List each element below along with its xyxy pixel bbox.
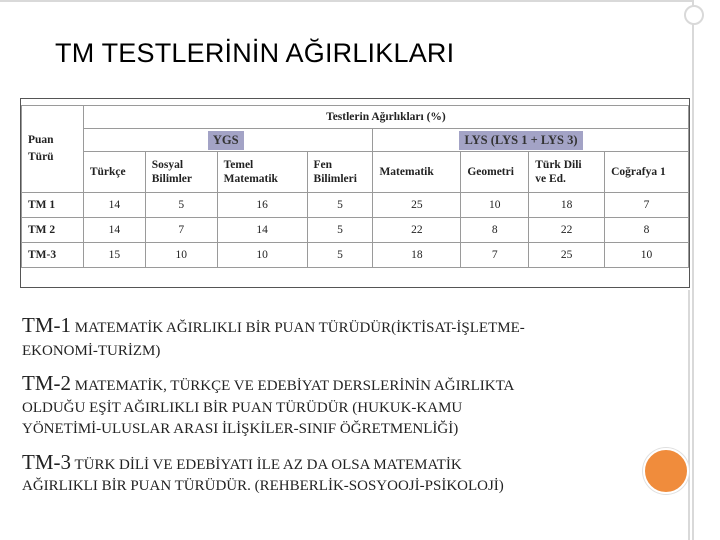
table-cell: 10 (217, 243, 307, 268)
table-cell: 8 (605, 218, 689, 243)
table-cell: 10 (461, 193, 529, 218)
subject-header-text: Sosyal (151, 159, 184, 171)
subject-header-text: Coğrafya 1 (611, 166, 666, 178)
subject-header-text: Temel (223, 159, 254, 171)
tm3-code: TM-3 (22, 450, 71, 474)
subject-header-text: Bilimler (151, 173, 193, 185)
table-cell: 5 (307, 218, 373, 243)
puan-turu-header (22, 106, 84, 193)
table-cell: 8 (461, 218, 529, 243)
slide-frame-top (0, 0, 694, 2)
paragraph-tm1-line-1 (22, 313, 525, 338)
corner-circle-decoration (684, 5, 704, 25)
table-cell: 18 (373, 243, 461, 268)
paragraph-tm1-line-2: EKONOMİ-TURİZM) (22, 343, 161, 359)
row-label: TM-3 (22, 243, 84, 268)
row-label: TM 2 (22, 218, 84, 243)
slide-title: TM TESTLERİNİN AĞIRLIKLARI (55, 38, 455, 68)
subject-header-cografya (605, 152, 689, 193)
subject-header-turk-dili (529, 152, 605, 193)
weights-header-title: Testlerin Ağırlıkları (%) (83, 106, 688, 129)
table-cell: 16 (217, 193, 307, 218)
ygs-group-label: YGS (208, 131, 244, 150)
subject-header-text: Türk Dili (535, 159, 582, 171)
subject-header-text: Matematik (223, 173, 278, 185)
subject-header-geometri (461, 152, 529, 193)
table-cell: 10 (605, 243, 689, 268)
subject-header-sosyal (145, 152, 217, 193)
table-cell: 18 (529, 193, 605, 218)
table-cell: 22 (373, 218, 461, 243)
ygs-group-cell (83, 129, 373, 152)
weights-table-image (20, 98, 690, 288)
paragraph-tm2-line-2: OLDUĞU EŞİT AĞIRLIKLI BİR PUAN TÜRÜDÜR (HUKUK-KAMU (22, 400, 463, 416)
puan-header-line-1: Puan (28, 134, 54, 146)
tm2-code: TM-2 (22, 371, 71, 395)
table-cell: 15 (83, 243, 145, 268)
subject-header-text: Geometri (467, 166, 514, 178)
orange-circle-decoration (643, 448, 689, 494)
tm3-text-1: TÜRK DİLİ VE EDEBİYATI İLE AZ DA OLSA MATEMATİK (71, 457, 462, 473)
paragraph-tm3-line-1 (22, 450, 462, 475)
table-cell: 7 (461, 243, 529, 268)
table-cell: 7 (605, 193, 689, 218)
table-cell: 10 (145, 243, 217, 268)
table-cell: 5 (307, 193, 373, 218)
table-cell: 22 (529, 218, 605, 243)
slide-frame-right (692, 0, 694, 540)
subject-header-text: Matematik (379, 166, 434, 178)
slide-frame-right-inner (688, 290, 690, 540)
paragraph-tm3-line-2: AĞIRLIKLI BİR PUAN TÜRÜDÜR. (REHBERLİK-SOSYOOJİ-PSİKOLOJİ) (22, 478, 504, 494)
subject-header-turkce (83, 152, 145, 193)
table-cell: 5 (145, 193, 217, 218)
subject-header-text: ve Ed. (535, 173, 566, 185)
row-label: TM 1 (22, 193, 84, 218)
paragraph-tm2-line-3: YÖNETİMİ-ULUSLAR ARASI İLİŞKİLER-SINIF ÖĞRETMENLİĞİ) (22, 421, 459, 437)
table-row (22, 218, 689, 243)
table-row (22, 193, 689, 218)
weights-table (21, 105, 689, 268)
lys-group-label: LYS (LYS 1 + LYS 3) (459, 131, 582, 150)
lys-group-cell (373, 129, 689, 152)
subject-header-fen (307, 152, 373, 193)
table-cell: 14 (83, 218, 145, 243)
puan-header-line-2: Türü (28, 151, 54, 163)
table-cell: 25 (373, 193, 461, 218)
table-cell: 5 (307, 243, 373, 268)
subject-header-matematik (373, 152, 461, 193)
table-cell: 7 (145, 218, 217, 243)
table-cell: 25 (529, 243, 605, 268)
subject-header-text: Fen (313, 159, 333, 171)
tm1-code: TM-1 (22, 313, 71, 337)
table-cell: 14 (83, 193, 145, 218)
subject-header-text: Bilimleri (313, 173, 357, 185)
subject-header-text: Türkçe (89, 166, 126, 178)
tm1-text-1: MATEMATİK AĞIRLIKLI BİR PUAN TÜRÜDÜR(İKTİSAT-İŞLETME- (71, 320, 525, 336)
subject-header-temel-matematik (217, 152, 307, 193)
paragraph-tm2-line-1 (22, 371, 514, 396)
table-row (22, 243, 689, 268)
tm2-text-1: MATEMATİK, TÜRKÇE VE EDEBİYAT DERSLERİNİN AĞIRLIKTA (71, 378, 515, 394)
table-cell: 14 (217, 218, 307, 243)
